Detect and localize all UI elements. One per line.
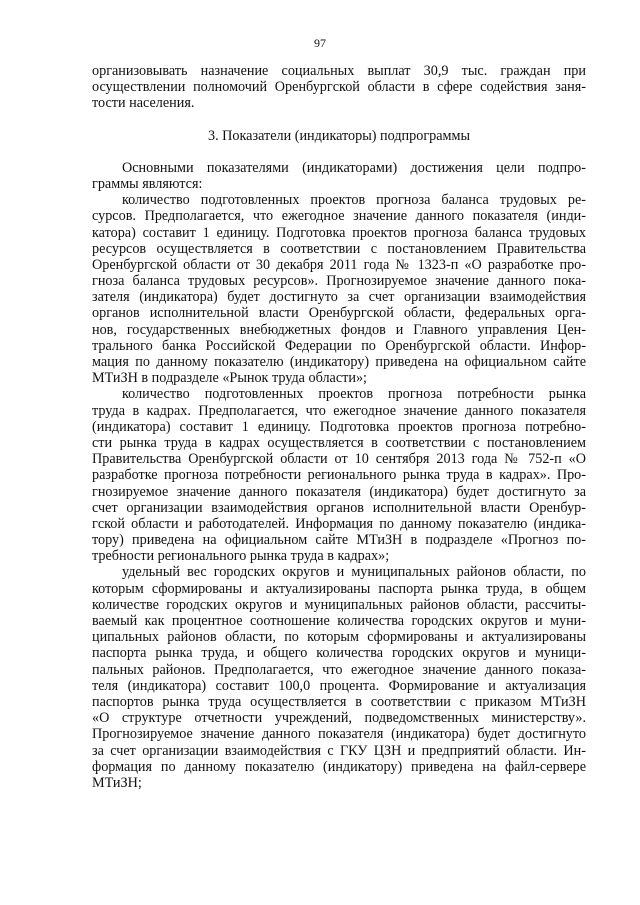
text-line: МТиЗН в подразделе «Рынок труда области»; bbox=[92, 370, 367, 387]
text-line: организовывать назначение социальных выплат 30,9 тыс. граждан при bbox=[92, 63, 586, 79]
body-text bbox=[92, 160, 586, 791]
text-line: Оренбургской области от 30 декабря 2011 года № 1323-п «О разработке про- bbox=[92, 256, 586, 273]
page-content bbox=[92, 63, 586, 791]
text-line: труда в кадрах. Предполагается, что ежегодное значение данного показателя bbox=[92, 402, 586, 419]
text-line: осуществлении полномочий Оренбургской области в сфере содействия заня- bbox=[92, 79, 586, 96]
text-line: теля (индикатора) составит 100,0 процента. Формирование и актуализация bbox=[92, 677, 586, 694]
text-line: Основными показателями (индикаторами) достижения цели подпро- bbox=[122, 159, 586, 176]
intro-paragraph bbox=[92, 63, 586, 112]
text-line: счет организации взаимодействия органов исполнительной власти Оренбур- bbox=[92, 499, 586, 516]
section-heading: 3. Показатели (индикаторы) подпрограммы bbox=[207, 127, 471, 144]
text-line: тости населения. bbox=[92, 95, 195, 112]
text-line: ципальных районов области, по которым сформированы и актуализированы bbox=[92, 629, 586, 646]
text-line: Правительства Оренбургской области от 10 сентября 2013 года № 752-п «О bbox=[92, 451, 586, 468]
text-line: Прогнозируемое значение данного показателя (индикатора) будет достигнуто bbox=[92, 726, 586, 743]
text-line: нов, государственных внебюджетных фондов и Главного управления Цен- bbox=[92, 321, 586, 338]
text-line: катора) составит 1 единицу. Подготовка проектов прогноза баланса трудовых bbox=[92, 224, 586, 241]
text-line: «О структуре отчетности учреждений, подведомственных министерству». bbox=[92, 710, 586, 727]
text-line: количестве городских округов и муниципальных районов области, рассчиты- bbox=[92, 596, 586, 613]
text-line: паспортов рынка труда осуществляется в соответствии с приказом МТиЗН bbox=[92, 693, 586, 710]
text-line: пальных районов. Предполагается, что ежегодное значение данного показа- bbox=[92, 661, 586, 678]
text-line: гноза баланса трудовых ресурсов». Прогнозируемое значение данного пока- bbox=[92, 273, 586, 290]
text-line: (индикатора) составит 1 единицу. Подготовка проектов прогноза потребно- bbox=[92, 418, 586, 435]
text-line: сти рынка труда в кадрах осуществляется в соответствии с постановлением bbox=[92, 434, 586, 451]
text-line: мация по данному показателю (индикатору) приведена на официальном сайте bbox=[92, 354, 586, 370]
text-line: органов исполнительной власти Оренбургской области, федеральных орга- bbox=[92, 305, 586, 322]
text-line: паспорта рынка труда, и общего количества городских округов и муници- bbox=[92, 645, 586, 662]
text-line: трального банка Российской Федерации по Оренбургской области. Инфор- bbox=[92, 337, 586, 354]
text-line: тору) приведена на официальном сайте МТиЗН в подразделе «Прогноз по- bbox=[92, 532, 586, 549]
text-line: количество подготовленных проектов прогноза баланса трудовых ре- bbox=[122, 192, 586, 209]
text-line: ваемый как процентное соотношение количества городских округов и муни- bbox=[92, 613, 586, 629]
text-line: формация по данному показателю (индикатору) приведена на файл-сервере bbox=[92, 758, 586, 775]
text-line: ресурсов осуществляется в соответствии с постановлением Правительства bbox=[92, 240, 586, 257]
page-number: 97 bbox=[314, 36, 326, 50]
text-line: которым сформированы и актуализированы паспорта рынка труда, в общем bbox=[92, 580, 586, 597]
text-line: граммы являются: bbox=[92, 175, 203, 192]
text-line: зателя (индикатора) будет достигнуто за счет организации взаимодействия bbox=[92, 289, 586, 306]
text-line: гской области и работодателей. Информация по данному показателю (индика- bbox=[92, 515, 586, 532]
text-line: за счет организации взаимодействия с ГКУ ЦЗН и предприятий области. Ин- bbox=[92, 742, 586, 759]
text-line: разработке прогноза потребности регионального рынка труда в кадрах». Про- bbox=[92, 467, 586, 484]
text-line: количество подготовленных проектов прогноза потребности рынка bbox=[122, 386, 586, 403]
text-line: удельный вес городских округов и муниципальных районов области, по bbox=[122, 564, 586, 581]
text-line: МТиЗН; bbox=[92, 774, 142, 791]
text-line: гнозируемое значение данного показателя (индикатора) будет достигнуто за bbox=[92, 483, 586, 500]
text-line: требности регионального рынка труда в кадрах»; bbox=[92, 548, 390, 565]
text-line: сурсов. Предполагается, что ежегодное значение данного показателя (инди- bbox=[92, 208, 586, 225]
